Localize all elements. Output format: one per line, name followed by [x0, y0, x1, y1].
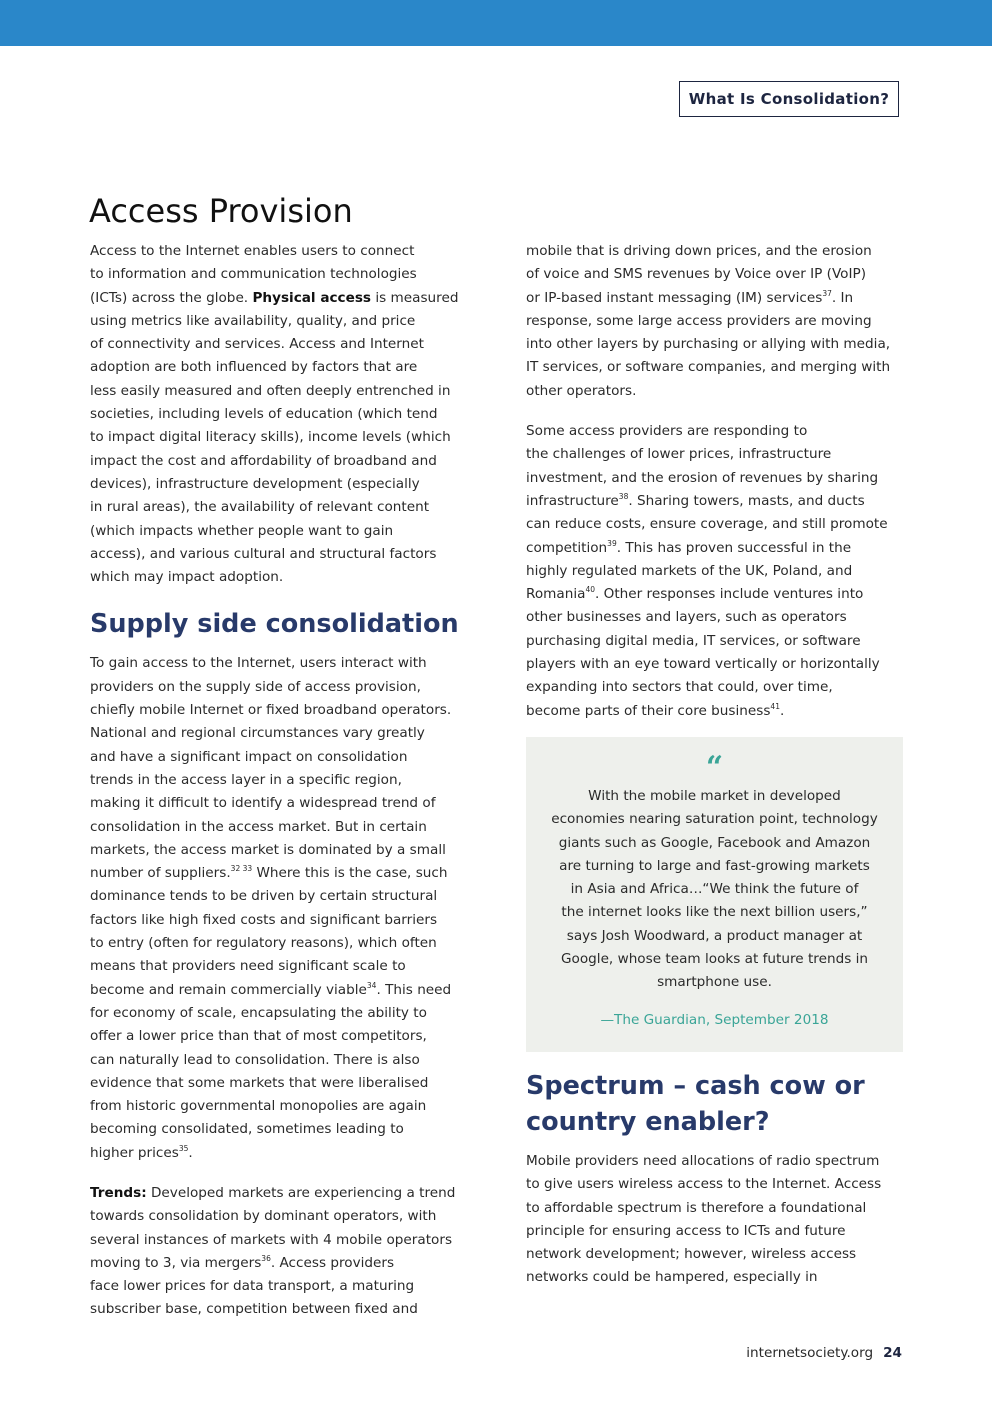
text-line	[526, 356, 906, 379]
text-run: Some access providers are responding to	[526, 423, 808, 440]
text-run: adoption are both influenced by factors that are	[90, 359, 418, 376]
text-line	[90, 1275, 470, 1298]
bold-term: Trends:	[90, 1184, 147, 1201]
text-run: becoming consolidated, sometimes leading to	[90, 1121, 404, 1138]
left-column	[90, 240, 470, 1339]
text-run: other operators.	[526, 382, 637, 399]
text-line	[526, 1266, 906, 1289]
text-line	[526, 467, 906, 490]
text-run: (which impacts whether people want to gain	[90, 522, 394, 539]
text-line	[90, 310, 470, 333]
text-run: network development; however, wireless access	[526, 1246, 857, 1263]
text-run: evidence that some markets that were liberalised	[90, 1074, 429, 1091]
footnote-ref: 39	[607, 538, 617, 548]
text-line	[90, 746, 470, 769]
text-line	[90, 979, 470, 1002]
text-line	[90, 792, 470, 815]
text-line	[90, 520, 470, 543]
text-run: players with an eye toward vertically or horizontally	[526, 656, 880, 673]
text-run: towards consolidation by dominant operators, with	[90, 1208, 437, 1225]
bold-term: Physical access	[252, 289, 372, 306]
text-line	[526, 287, 906, 310]
text-run: . Other responses include ventures into	[595, 586, 864, 603]
text-run: infrastructure	[526, 492, 619, 509]
section-heading	[526, 1068, 906, 1140]
text-line	[90, 909, 470, 932]
text-line	[90, 473, 470, 496]
quote-line: economies nearing saturation point, technology	[551, 811, 878, 828]
text-line	[90, 380, 470, 403]
text-line	[90, 699, 470, 722]
text-line	[90, 1205, 470, 1228]
text-run: principle for ensuring access to ICTs and future	[526, 1222, 846, 1239]
text-run: providers on the supply side of access provision,	[90, 678, 421, 695]
paragraph	[90, 240, 470, 589]
text-run: several instances of markets with 4 mobile operators	[90, 1231, 453, 1248]
text-line	[90, 543, 470, 566]
text-line	[526, 490, 906, 513]
footnote-ref: 32 33	[230, 864, 253, 874]
text-line	[90, 1142, 470, 1165]
text-run: .	[188, 1144, 193, 1161]
text-run: highly regulated markets of the UK, Poland, and	[526, 562, 853, 579]
text-line	[526, 240, 906, 263]
footnote-ref: 41	[770, 701, 780, 711]
text-line	[90, 932, 470, 955]
text-run: offer a lower price than that of most competitors,	[90, 1028, 427, 1045]
text-line	[90, 333, 470, 356]
paragraph	[90, 1182, 470, 1322]
text-run: To gain access to the Internet, users interact with	[90, 655, 427, 672]
footnote-ref: 34	[366, 980, 377, 990]
text-run: subscriber base, competition between fixed and	[90, 1301, 418, 1318]
text-run: other businesses and layers, such as operators	[526, 609, 847, 626]
pull-quote	[526, 737, 903, 1052]
text-run: can naturally lead to consolidation. There is also	[90, 1051, 420, 1068]
text-run: moving to 3, via mergers	[90, 1254, 262, 1271]
text-line	[90, 1095, 470, 1118]
text-line	[90, 263, 470, 286]
text-line	[526, 700, 906, 723]
text-run: is measured	[371, 289, 459, 306]
quote-line: the internet looks like the next billion users,”	[561, 904, 868, 921]
text-line	[526, 310, 906, 333]
text-line	[90, 676, 470, 699]
heading-line: Spectrum – cash cow or	[526, 1070, 865, 1101]
text-run: access), and various cultural and structural factors	[90, 545, 437, 562]
text-line	[90, 240, 470, 263]
text-line	[90, 1298, 470, 1321]
text-run: trends in the access layer in a specific region,	[90, 771, 402, 788]
text-line	[526, 333, 906, 356]
quote-text	[536, 785, 893, 995]
text-line	[90, 1072, 470, 1095]
text-run: response, some large access providers are moving	[526, 312, 872, 329]
text-run: of voice and SMS revenues by Voice over IP (VoIP)	[526, 266, 867, 283]
text-line	[90, 287, 470, 310]
quote-line: says Josh Woodward, a product manager at	[566, 927, 863, 944]
text-run: . This has proven successful in the	[616, 539, 852, 556]
text-run: face lower prices for data transport, a maturing	[90, 1278, 415, 1295]
paragraph	[526, 240, 906, 403]
text-run: Mobile providers need allocations of radio spectrum	[526, 1152, 880, 1169]
text-line	[90, 862, 470, 885]
text-line	[526, 537, 906, 560]
text-run: networks could be hampered, especially in	[526, 1269, 818, 1286]
text-line	[526, 380, 906, 403]
text-line	[526, 676, 906, 699]
quote-line: smartphone use.	[657, 974, 772, 991]
footnote-ref: 35	[178, 1143, 189, 1153]
text-run: consolidation in the access market. But in certain	[90, 818, 427, 835]
quote-line: in Asia and Africa…“We think the future of	[570, 881, 859, 898]
text-run: IT services, or software companies, and merging with	[526, 359, 891, 376]
section-tag: What Is Consolidation?	[679, 81, 899, 117]
text-line	[526, 420, 906, 443]
right-column	[526, 240, 906, 1307]
text-line	[526, 606, 906, 629]
text-line	[90, 1182, 470, 1205]
text-run: National and regional circumstances vary greatly	[90, 725, 425, 742]
text-run: to affordable spectrum is therefore a foundational	[526, 1199, 867, 1216]
footnote-ref: 40	[585, 585, 595, 595]
footnote-ref: 38	[618, 491, 629, 501]
quote-line: With the mobile market in developed	[588, 787, 841, 804]
quote-line: giants such as Google, Facebook and Amazon	[558, 834, 871, 851]
text-line	[526, 1243, 906, 1266]
text-line	[90, 722, 470, 745]
text-run: means that providers need significant scale to	[90, 958, 406, 975]
text-run: Access to the Internet enables users to connect	[90, 243, 415, 259]
text-run: . In	[831, 289, 854, 306]
text-run: Romania	[526, 586, 586, 603]
text-line	[90, 652, 470, 675]
footer-site: internetsociety.org	[746, 1345, 874, 1361]
text-run: for economy of scale, encapsulating the ability to	[90, 1004, 427, 1021]
heading-line: country enabler?	[526, 1106, 770, 1137]
text-run: expanding into sectors that could, over time,	[526, 679, 833, 696]
text-run: markets, the access market is dominated by a small	[90, 841, 446, 858]
quote-icon: “	[705, 749, 724, 785]
text-line	[90, 566, 470, 589]
text-line	[90, 1252, 470, 1275]
text-run: or IP-based instant messaging (IM) services	[526, 289, 823, 306]
text-line	[526, 443, 906, 466]
page-title: Access Provision	[89, 192, 353, 230]
text-line	[526, 653, 906, 676]
text-run: . Access providers	[270, 1254, 395, 1271]
text-run: from historic governmental monopolies are again	[90, 1098, 427, 1115]
footnote-ref: 36	[261, 1253, 271, 1263]
text-run: and have a significant impact on consolidation	[90, 748, 408, 765]
quote-source: —The Guardian, September 2018	[600, 1011, 829, 1028]
text-run: can reduce costs, ensure coverage, and still promote	[526, 516, 888, 533]
text-run: Where this is the case, such	[252, 865, 448, 882]
text-line	[526, 1220, 906, 1243]
section-heading	[90, 606, 470, 642]
footnote-ref: 37	[822, 288, 832, 298]
text-run: higher prices	[90, 1144, 179, 1161]
text-line	[90, 1118, 470, 1141]
text-run: to impact digital literacy skills), income levels (which	[90, 429, 451, 446]
text-line	[90, 450, 470, 473]
text-line	[526, 1197, 906, 1220]
text-run: into other layers by purchasing or allying with media,	[526, 336, 891, 353]
text-line	[90, 1025, 470, 1048]
text-run: . This need	[376, 981, 452, 998]
text-line	[90, 839, 470, 862]
text-run: factors like high fixed costs and significant barriers	[90, 911, 438, 928]
text-run: the challenges of lower prices, infrastructure	[526, 446, 832, 463]
paragraph	[90, 652, 470, 1165]
text-run: become and remain commercially viable	[90, 981, 367, 998]
text-line	[526, 513, 906, 536]
text-line	[526, 1173, 906, 1196]
text-run: societies, including levels of education (which tend	[90, 406, 438, 423]
text-run: impact the cost and affordability of broadband and	[90, 452, 437, 469]
text-line	[526, 1150, 906, 1173]
text-run: in rural areas), the availability of relevant content	[90, 499, 430, 516]
text-run: .	[779, 702, 785, 719]
text-run: become parts of their core business	[526, 702, 771, 719]
text-run: Developed markets are experiencing a trend	[146, 1184, 456, 1201]
text-run: mobile that is driving down prices, and the erosion	[526, 243, 872, 259]
text-line	[90, 426, 470, 449]
page-number: 24	[883, 1345, 902, 1361]
heading-line: Supply side consolidation	[90, 609, 459, 640]
text-run: devices), infrastructure development (especially	[90, 475, 420, 492]
text-run: making it difficult to identify a widespread trend of	[90, 795, 436, 812]
text-run: less easily measured and often deeply entrenched in	[90, 382, 451, 399]
text-run: of connectivity and services. Access and Internet	[90, 336, 424, 353]
text-run: investment, and the erosion of revenues by sharing	[526, 469, 879, 486]
text-run: chiefly mobile Internet or fixed broadband operators.	[90, 702, 452, 719]
quote-line: Google, whose team looks at future trends in	[561, 951, 868, 968]
text-line	[90, 769, 470, 792]
text-line	[90, 1049, 470, 1072]
paragraph	[526, 420, 906, 723]
text-line	[90, 403, 470, 426]
top-banner	[0, 0, 992, 46]
text-run: to information and communication technologies	[90, 266, 417, 283]
text-run: . Sharing towers, masts, and ducts	[628, 492, 865, 509]
text-line	[90, 1229, 470, 1252]
text-run: (ICTs) across the globe.	[90, 289, 253, 306]
footer	[746, 1345, 902, 1361]
paragraph	[526, 1150, 906, 1290]
text-line	[90, 1002, 470, 1025]
quote-line: are turning to large and fast-growing markets	[559, 857, 870, 874]
text-line	[90, 356, 470, 379]
text-line	[90, 816, 470, 839]
text-run: dominance tends to be driven by certain structural	[90, 888, 438, 905]
text-run: purchasing digital media, IT services, or software	[526, 632, 861, 649]
text-run: which may impact adoption.	[90, 569, 284, 586]
text-run: competition	[526, 539, 608, 556]
text-run: to entry (often for regulatory reasons), which often	[90, 935, 437, 952]
text-run: to give users wireless access to the Internet. Access	[526, 1176, 882, 1193]
text-line	[90, 955, 470, 978]
text-run: using metrics like availability, quality, and price	[90, 312, 416, 329]
text-line	[526, 583, 906, 606]
text-line	[526, 263, 906, 286]
text-run: number of suppliers.	[90, 865, 231, 882]
text-line	[90, 496, 470, 519]
text-line	[526, 630, 906, 653]
text-line	[526, 560, 906, 583]
text-line	[90, 885, 470, 908]
